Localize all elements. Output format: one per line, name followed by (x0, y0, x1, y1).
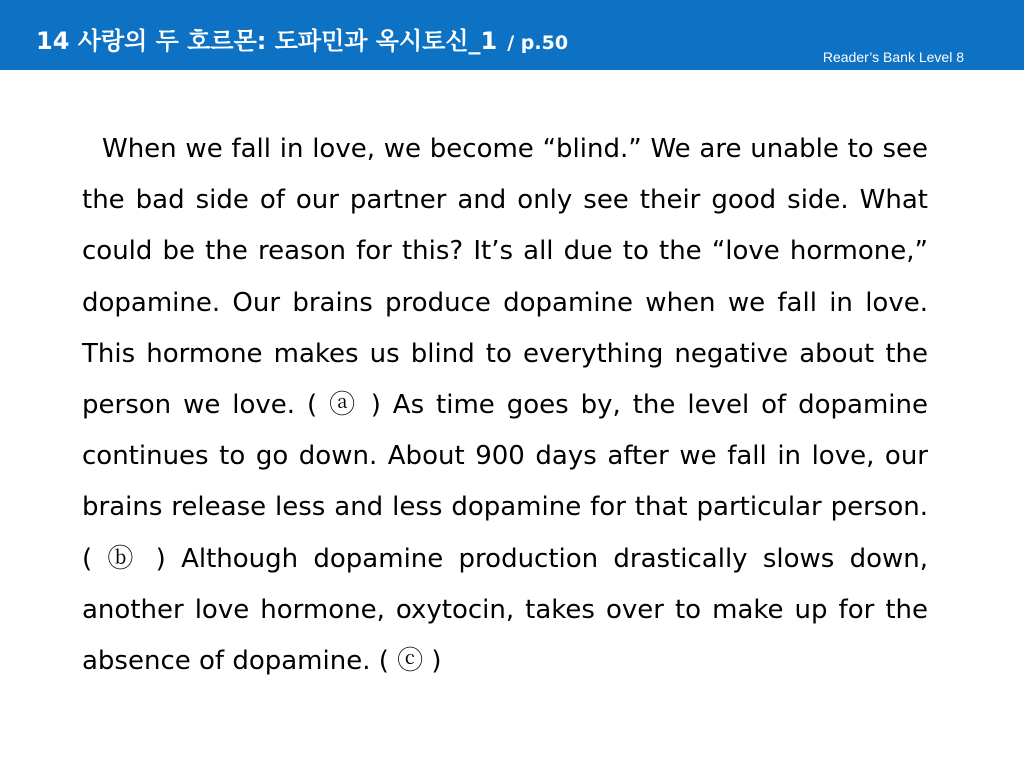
header-bar (0, 0, 1024, 70)
book-level-label: Reader’s Bank Level 8 (822, 49, 964, 65)
reading-passage: When we fall in love, we become “blind.” We are unable to see the bad side of our partner and only see their good side. What could be the reason for this? It’s all due to the “love hormone,” dopamine. Our brains produce dopamine when we fall in love. This hormone makes us blind to everything negative about the person we love. ( ⓐ ) As time goes by, the level of dopamine continues to go down. About 900 days after we fall in love, our brains release less and less dopamine for that particular person. ( ⓑ ) Although dopamine production drastically slows down, another love hormone, oxytocin, takes over to make up for the absence of dopamine. ( ⓒ ) (82, 134, 928, 677)
page-reference: / p.50 (507, 32, 569, 54)
lesson-title-text: 14 사랑의 두 호르몬: 도파민과 옥시토신_1 (36, 27, 498, 55)
lesson-title (36, 26, 568, 58)
